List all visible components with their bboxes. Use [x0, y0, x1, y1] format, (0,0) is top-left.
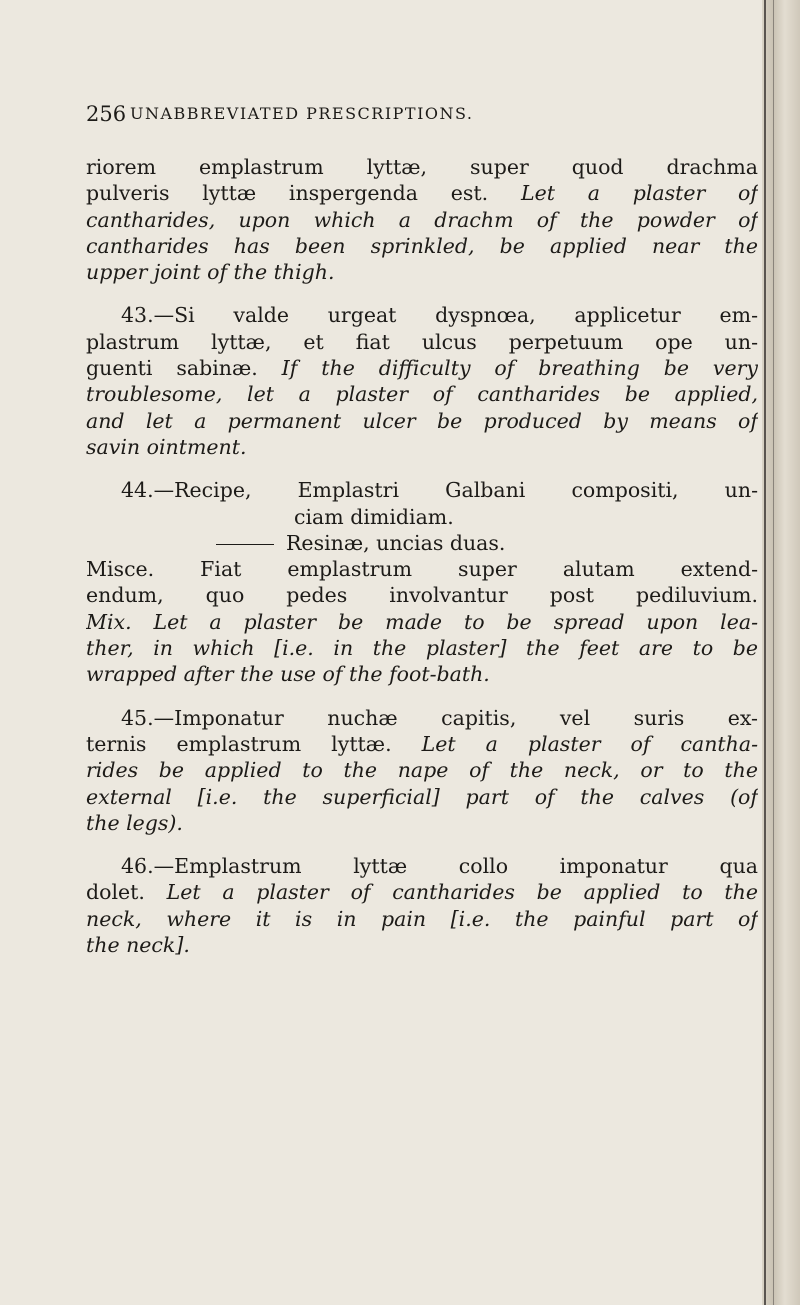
ditto-dash — [216, 544, 274, 545]
text-line: Mix. Let a plaster be made to be spread upon lea- — [86, 609, 758, 634]
text-line: the neck]. — [86, 933, 190, 958]
latin-text: pulveris lyttæ inspergenda est. — [86, 181, 489, 206]
text-line — [86, 530, 758, 556]
text-line: 45.—Imponatur nuchæ capitis, vel suris ex- — [121, 705, 758, 730]
text-line: cantharides, upon which a drachm of the powder of — [86, 207, 758, 232]
latin-text: dolet. — [86, 880, 145, 905]
page-body — [86, 154, 758, 975]
text-line: troublesome, let a plaster of cantharides be applied, — [86, 382, 758, 407]
text-line: endum, quo pedes involvantur post pediluvium. — [86, 583, 758, 608]
prescription-paragraph — [86, 154, 758, 285]
prescription-paragraph — [86, 302, 758, 460]
page-number: 256 — [86, 102, 127, 126]
book-gutter — [762, 0, 800, 1305]
text-line: upper joint of the thigh. — [86, 260, 335, 285]
text-line — [86, 154, 758, 180]
text-line: and let a permanent ulcer be produced by means of — [86, 408, 758, 433]
running-title: UNABBREVIATED PRESCRIPTIONS. — [130, 104, 474, 123]
page-header — [86, 102, 758, 132]
prescription-paragraph — [86, 853, 758, 958]
text-line — [86, 355, 758, 381]
english-translation: Let a plaster of cantha- — [421, 731, 758, 756]
gutter-edge — [773, 0, 774, 1305]
prescription-paragraph — [86, 477, 758, 687]
text-line: savin ointment. — [86, 434, 247, 459]
latin-text: ternis emplastrum lyttæ. — [86, 731, 392, 756]
gutter-edge — [764, 0, 766, 1305]
text-line: ther, in which [i.e. in the plaster] the feet are to be — [86, 636, 758, 661]
text-line: 44.—Recipe, Emplastri Galbani compositi, un- — [121, 478, 758, 503]
latin-text: riorem emplastrum lyttæ, super quod drachma — [86, 155, 758, 179]
text-line — [86, 731, 758, 757]
text-line: rides be applied to the nape of the neck, or to the — [86, 758, 758, 783]
text-line: external [i.e. the superficial] part of the calves (of — [86, 784, 758, 809]
text-line — [86, 879, 758, 905]
text-line: neck, where it is in pain [i.e. the painful part of — [86, 906, 758, 931]
text-line: ciam dimidiam. — [294, 504, 454, 529]
latin-text: guenti sabinæ. — [86, 356, 258, 381]
latin-text: Resinæ, uncias duas. — [286, 530, 506, 555]
text-line: the legs). — [86, 810, 183, 835]
text-line: wrapped after the use of the foot-bath. — [86, 662, 490, 687]
text-line: plastrum lyttæ, et fiat ulcus perpetuum ope un- — [86, 329, 758, 354]
text-line: cantharides has been sprinkled, be applied near the — [86, 233, 758, 258]
text-line: 43.—Si valde urgeat dyspnœa, applicetur em- — [121, 303, 758, 328]
text-line — [86, 180, 758, 206]
english-translation: Let a plaster of — [520, 181, 758, 206]
english-translation: If the difficulty of breathing be very — [281, 356, 758, 381]
text-line: Misce. Fiat emplastrum super alutam extend- — [86, 557, 758, 582]
english-translation: Let a plaster of cantharides be applied to the — [166, 880, 758, 905]
prescription-paragraph — [86, 705, 758, 836]
text-line: 46.—Emplastrum lyttæ collo imponatur qua — [121, 854, 758, 879]
